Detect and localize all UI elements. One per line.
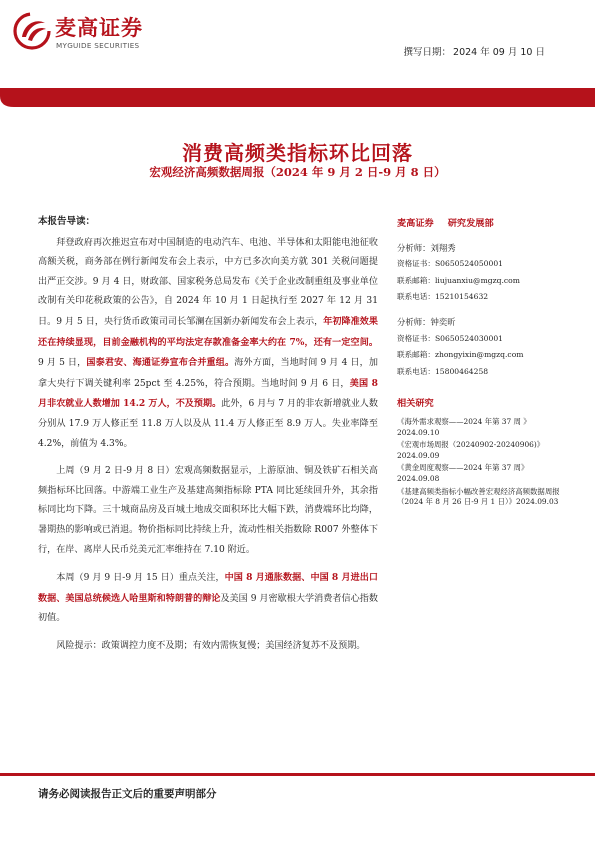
analyst-phone: 联系电话：15210154632	[397, 292, 489, 302]
risk-warning: 风险提示：政策调控力度不及期；有效内需恢复慢；美国经济复苏不及预期。	[56, 640, 366, 651]
analyst-name: 分析师：钟奕昕	[397, 316, 456, 327]
highlight-run: 美国 8 月非农就业人数增加 14.2 万人，不及预期。	[38, 377, 378, 410]
department-name: 研究发展部	[447, 218, 494, 229]
footer-divider	[0, 773, 595, 776]
text-run: 此外，6 月与 7 月的非农新增就业人数分别从 17.9 万人修正至 11.8 万人以及从 11.4 万人修正至 8.9 万人。失业率降至 4.2%，前值为 4.3%。	[38, 399, 378, 449]
analyst-phone: 联系电话：15800464258	[397, 366, 489, 376]
analyst-card	[397, 314, 565, 380]
brand-name-en: MYGUIDE SECURITIES	[56, 41, 140, 50]
related-research-heading: 相关研究	[397, 398, 434, 410]
highlight-run: 年初降准效果还在持续显现，目前金融机构的平均法定存款准备金率大约在 7%，还有一定空间。	[38, 315, 378, 348]
highlight-run: 国泰君安、海通证券宣布合并重组。	[86, 357, 235, 369]
analyst-name: 分析师：刘翔秀	[397, 242, 456, 253]
brand-logo	[12, 10, 162, 50]
related-research-item[interactable]: 《宏观市场周报（20240902-20240906)》2024.09.09	[397, 440, 545, 460]
report-date	[402, 44, 545, 58]
summary-paragraph-2: 上周（9 月 2 日-9 月 8 日）宏观高频数据显示，上游原油、铜及铁矿石相关高频指标环比回落。中游端工业生产及基建高频指标除 PTA 同比延续回升外，其余指标同比均下降。三十城商品房及百城土地成交面积环比大幅下跌，消费端环比均降，暑期热的影响或已消退。物价指标同比持续上升，流动性相关指数除 R007 外整体下行，在岸、离岸人民币兑美元汇率维持在 7.10 附近。	[38, 466, 378, 555]
summary-paragraph-1	[38, 234, 378, 455]
date-value: 2024 年 09 月 10 日	[453, 47, 545, 58]
analyst-card	[397, 240, 565, 306]
analyst-email[interactable]: 联系邮箱：liujuanxiu@mgzq.com	[397, 275, 520, 285]
date-label: 撰写日期：	[403, 47, 452, 58]
text-run: 海外方面，当地时间 9 月 4 日，加拿大央行下调关键利率 25pct 至 4.25%，符合预期。当地时间 9 月 6 日，	[38, 358, 378, 389]
report-summary	[38, 212, 378, 664]
department-firm: 麦高证券	[397, 218, 434, 229]
text-run: 9 月 5 日，	[38, 358, 87, 369]
highlight-run: 中国 8 月通胀数据、中国 8 月进出口数据、美国总统候选人哈里斯和特朗普的辩论	[38, 572, 378, 604]
department-heading	[397, 216, 565, 233]
summary-heading: 本报告导读：	[38, 216, 96, 227]
header-red-bar	[0, 88, 595, 107]
text-run: 拜登政府再次推迟宣布对中国制造的电动汽车、电池、半导体和太阳能电池征收高额关税，商务部在例行新闻发布会上表示，中方已多次向美方就 301 关税问题提出严正交涉。9 月 4 日，财政部、国家税务总局发布《关于企业改制重组及事业单位改制有关印花税政策的公告》，自 2024 年 10 月 1 日起执行至 2027 年 12 月 31 日。9 月 5 日，央行货币政策司司长邹澜在国新办新闻发布会上表示，	[38, 237, 378, 327]
text-run: 及美国 9 月密歇根大学消费者信心指数初值。	[38, 593, 378, 624]
brand-name-cn: 麦高证券	[55, 16, 143, 40]
related-research-item[interactable]: 《海外需求观察——2024 年第 37 周 》2024.09.10	[397, 416, 531, 437]
analyst-cert: 资格证书：S0650524050001	[397, 259, 503, 269]
analyst-email[interactable]: 联系邮箱：zhongyixin@mgzq.com	[397, 350, 524, 360]
analyst-cert: 资格证书：S0650524030001	[397, 333, 503, 343]
summary-paragraph-3	[38, 568, 378, 629]
logo-swirl-icon	[12, 10, 52, 50]
sidebar	[397, 216, 565, 510]
footer-disclaimer: 请务必阅读报告正文后的重要声明部分	[38, 788, 217, 800]
text-run: 本周（9 月 9 日-9 月 15 日）重点关注，	[56, 573, 225, 584]
related-research-item[interactable]: 《黄金周度观察——2024 年第 37 周》2024.09.08	[397, 463, 529, 483]
related-research-item[interactable]: 《基建高频类指标小幅改善宏观经济高频数据周报（2024 年 8 月 26 日-9 月 1 日）》2024.09.03	[397, 486, 560, 507]
report-subtitle: 宏观经济高频数据周报（2024 年 9 月 2 日-9 月 8 日）	[149, 165, 446, 179]
report-title: 消费高频类指标环比回落	[182, 141, 413, 165]
